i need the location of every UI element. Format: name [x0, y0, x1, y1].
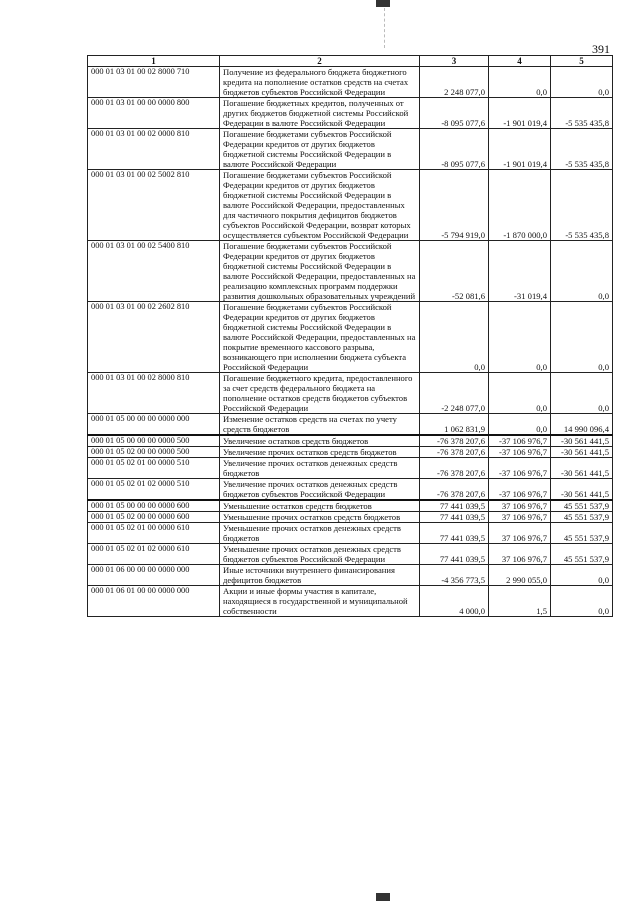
row-value-col3: -76 378 207,6 [420, 479, 489, 501]
row-value-col5: -30 561 441,5 [551, 435, 613, 447]
table-row [88, 170, 613, 241]
row-value-col5: 0,0 [551, 241, 613, 302]
row-name: Погашение бюджетами субъектов Российской Федерации кредитов от других бюджетов бюджетной системы Российской Федерации в валюте Российской Федерации [220, 129, 420, 170]
row-code: 000 01 05 02 01 02 0000 510 [88, 479, 220, 501]
row-value-col4: -1 870 000,0 [489, 170, 551, 241]
header-col-5: 5 [551, 56, 613, 67]
scan-mark-top [376, 0, 390, 7]
row-value-col5: 0,0 [551, 67, 613, 98]
row-value-col4: -1 901 019,4 [489, 129, 551, 170]
row-code: 000 01 03 01 00 02 5400 810 [88, 241, 220, 302]
row-value-col5: 0,0 [551, 586, 613, 617]
table-row [88, 586, 613, 617]
table-row [88, 565, 613, 586]
row-value-col5: -5 535 435,8 [551, 170, 613, 241]
row-value-col4: -31 019,4 [489, 241, 551, 302]
row-code: 000 01 03 01 00 02 8000 710 [88, 67, 220, 98]
row-code: 000 01 06 01 00 00 0000 000 [88, 586, 220, 617]
row-code: 000 01 05 02 00 00 0000 500 [88, 447, 220, 458]
row-value-col4: -37 106 976,7 [489, 479, 551, 501]
header-col-1: 1 [88, 56, 220, 67]
row-value-col4: 0,0 [489, 414, 551, 436]
table-row [88, 512, 613, 523]
table-row [88, 414, 613, 436]
row-name: Увеличение остатков средств бюджетов [220, 435, 420, 447]
row-value-col4: -37 106 976,7 [489, 435, 551, 447]
row-value-col5: 0,0 [551, 302, 613, 373]
scan-artifact-line [384, 8, 386, 48]
row-code: 000 01 05 00 00 00 0000 600 [88, 500, 220, 512]
row-value-col4: -37 106 976,7 [489, 447, 551, 458]
row-code: 000 01 06 00 00 00 0000 000 [88, 565, 220, 586]
row-name: Уменьшение остатков средств бюджетов [220, 500, 420, 512]
row-value-col5: -30 561 441,5 [551, 458, 613, 479]
row-value-col5: 0,0 [551, 373, 613, 414]
table-row [88, 523, 613, 544]
row-name: Увеличение прочих остатков денежных средств бюджетов [220, 458, 420, 479]
row-code: 000 01 03 01 00 02 5002 810 [88, 170, 220, 241]
row-value-col5: 14 990 096,4 [551, 414, 613, 436]
table-row [88, 544, 613, 565]
row-value-col3: -8 095 077,6 [420, 98, 489, 129]
row-value-col5: -30 561 441,5 [551, 479, 613, 501]
row-value-col5: 0,0 [551, 565, 613, 586]
table-row [88, 500, 613, 512]
row-value-col3: -52 081,6 [420, 241, 489, 302]
row-value-col5: 45 551 537,9 [551, 544, 613, 565]
row-code: 000 01 05 02 01 00 0000 510 [88, 458, 220, 479]
row-value-col3: -76 378 207,6 [420, 447, 489, 458]
row-value-col3: -76 378 207,6 [420, 435, 489, 447]
row-code: 000 01 03 01 00 00 0000 800 [88, 98, 220, 129]
row-value-col4: -37 106 976,7 [489, 458, 551, 479]
row-code: 000 01 03 01 00 02 0000 810 [88, 129, 220, 170]
header-col-3: 3 [420, 56, 489, 67]
row-value-col4: 0,0 [489, 302, 551, 373]
row-name: Погашение бюджетами субъектов Российской Федерации кредитов от других бюджетов бюджетной системы Российской Федерации в валюте Российской Федерации, предоставленных для частичного покрытия дефицитов бюджетов субъектов Российской Федерации, возврат которых осуществляется субъектом Российской Федерации [220, 170, 420, 241]
row-value-col3: 2 248 077,0 [420, 67, 489, 98]
row-value-col5: 45 551 537,9 [551, 523, 613, 544]
table-row [88, 67, 613, 98]
row-name: Уменьшение прочих остатков денежных средств бюджетов субъектов Российской Федерации [220, 544, 420, 565]
row-value-col3: -5 794 919,0 [420, 170, 489, 241]
row-value-col4: 37 106 976,7 [489, 523, 551, 544]
row-value-col4: 0,0 [489, 373, 551, 414]
row-value-col4: -1 901 019,4 [489, 98, 551, 129]
row-name: Акции и иные формы участия в капитале, находящиеся в государственной и муниципальной собственности [220, 586, 420, 617]
scan-mark-bottom [376, 893, 390, 901]
row-value-col5: -5 535 435,8 [551, 129, 613, 170]
row-value-col4: 2 990 055,0 [489, 565, 551, 586]
row-name: Погашение бюджетного кредита, предоставленного за счет средств федерального бюджета на пополнение остатков средств бюджетов субъектов Российской Федерации [220, 373, 420, 414]
row-value-col5: -5 535 435,8 [551, 98, 613, 129]
row-name: Изменение остатков средств на счетах по учету средств бюджетов [220, 414, 420, 436]
row-code: 000 01 03 01 00 02 8000 810 [88, 373, 220, 414]
row-code: 000 01 05 02 01 02 0000 610 [88, 544, 220, 565]
table-body [88, 67, 613, 617]
row-code: 000 01 05 02 01 00 0000 610 [88, 523, 220, 544]
table-header-row [88, 56, 613, 67]
header-col-2: 2 [220, 56, 420, 67]
row-name: Увеличение прочих остатков средств бюджетов [220, 447, 420, 458]
row-value-col3: -4 356 773,5 [420, 565, 489, 586]
row-name: Погашение бюджетных кредитов, полученных от других бюджетов бюджетной системы Российской Федерации в валюте Российской Федерации [220, 98, 420, 129]
row-value-col3: -8 095 077,6 [420, 129, 489, 170]
table-row [88, 458, 613, 479]
row-value-col3: 77 441 039,5 [420, 523, 489, 544]
table-row [88, 98, 613, 129]
row-value-col3: 77 441 039,5 [420, 500, 489, 512]
row-code: 000 01 03 01 00 02 2602 810 [88, 302, 220, 373]
header-col-4: 4 [489, 56, 551, 67]
row-value-col3: 77 441 039,5 [420, 544, 489, 565]
row-value-col3: 77 441 039,5 [420, 512, 489, 523]
row-value-col5: 45 551 537,9 [551, 512, 613, 523]
table-row [88, 435, 613, 447]
row-value-col3: -2 248 077,0 [420, 373, 489, 414]
row-code: 000 01 05 00 00 00 0000 500 [88, 435, 220, 447]
table-row [88, 479, 613, 501]
table-row [88, 241, 613, 302]
page-number: 391 [592, 42, 610, 56]
row-code: 000 01 05 00 00 00 0000 000 [88, 414, 220, 436]
row-value-col5: 45 551 537,9 [551, 500, 613, 512]
row-value-col4: 37 106 976,7 [489, 500, 551, 512]
row-value-col3: 1 062 831,9 [420, 414, 489, 436]
table-row [88, 447, 613, 458]
row-value-col4: 0,0 [489, 67, 551, 98]
row-name: Получение из федерального бюджета бюджетного кредита на пополнение остатков средств на счетах бюджетов субъектов Российской Федерации [220, 67, 420, 98]
table-row [88, 129, 613, 170]
row-value-col4: 1,5 [489, 586, 551, 617]
row-value-col3: -76 378 207,6 [420, 458, 489, 479]
row-name: Погашение бюджетами субъектов Российской Федерации кредитов от других бюджетов бюджетной системы Российской Федерации в валюте Российской Федерации, предоставленных на реализацию комплексных программ поддержки развития дошкольных образовательных учреждений [220, 241, 420, 302]
row-name: Иные источники внутреннего финансирования дефицитов бюджетов [220, 565, 420, 586]
row-name: Увеличение прочих остатков денежных средств бюджетов субъектов Российской Федерации [220, 479, 420, 501]
row-value-col5: -30 561 441,5 [551, 447, 613, 458]
row-value-col4: 37 106 976,7 [489, 512, 551, 523]
row-name: Погашение бюджетами субъектов Российской Федерации кредитов от других бюджетов бюджетной системы Российской Федерации в валюте Российской Федерации, предоставленных на покрытие временного кассового разрыва, возникающего при исполнении бюджета субъекта Российской Федерации [220, 302, 420, 373]
table-row [88, 302, 613, 373]
row-code: 000 01 05 02 00 00 0000 600 [88, 512, 220, 523]
table-row [88, 373, 613, 414]
budget-sources-table [87, 55, 613, 617]
row-value-col4: 37 106 976,7 [489, 544, 551, 565]
row-value-col3: 4 000,0 [420, 586, 489, 617]
row-name: Уменьшение прочих остатков денежных средств бюджетов [220, 523, 420, 544]
row-value-col3: 0,0 [420, 302, 489, 373]
row-name: Уменьшение прочих остатков средств бюджетов [220, 512, 420, 523]
